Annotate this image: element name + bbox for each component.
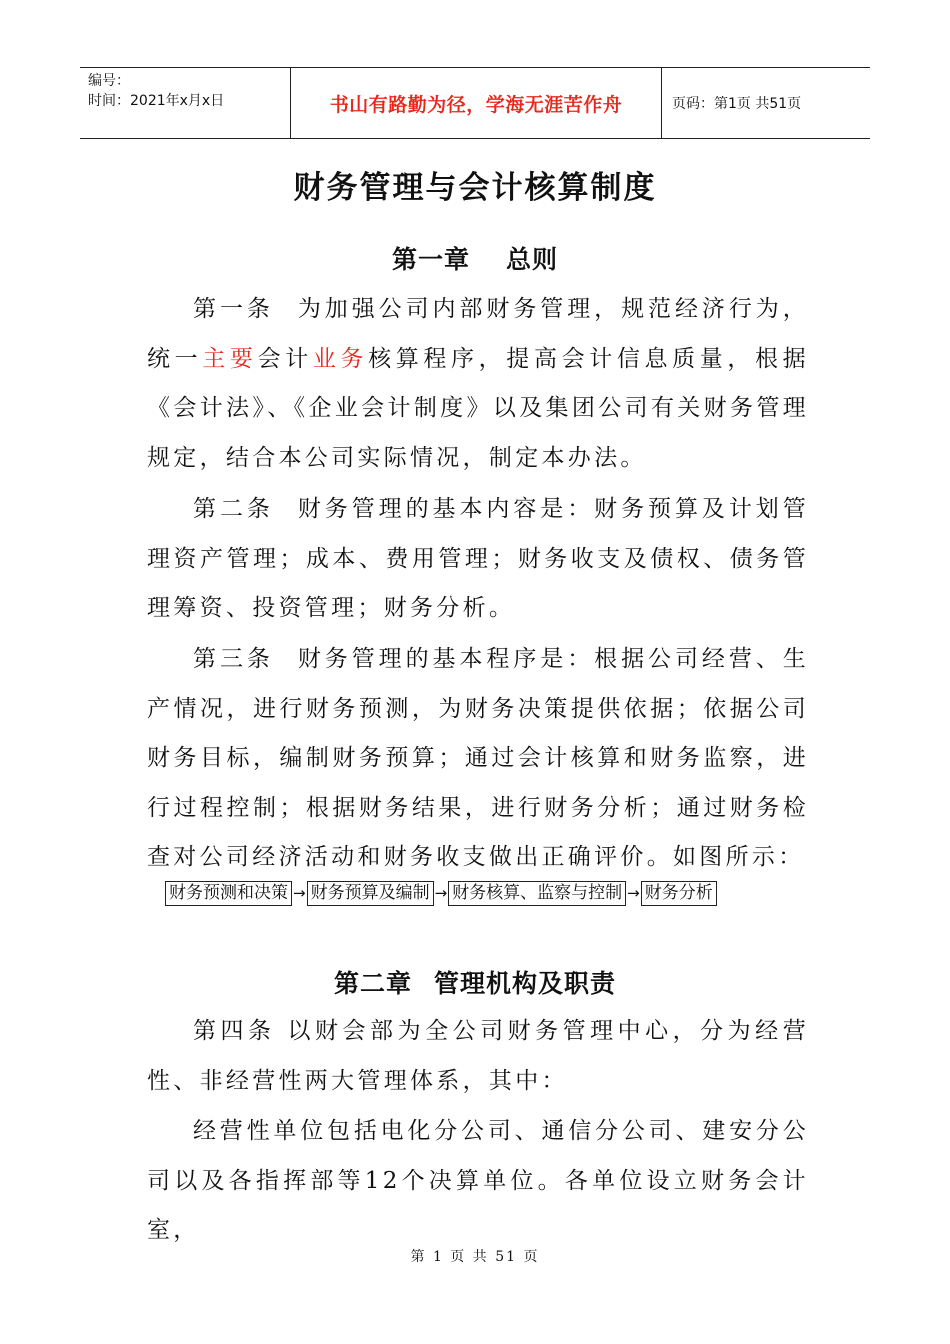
article-2-text: 财务管理的基本内容是：财务预算及计划管理资产管理；成本、费用管理；财务收支及债权、债务管理筹资、投资管理；财务分析。 <box>147 496 810 621</box>
article-1-text-b: 会计 <box>257 345 313 372</box>
article-1-text-a: 为加强公司内部财务管理，规范经济行为，统一 <box>147 296 810 372</box>
page-info: 页码：第1页 共51页 <box>672 96 802 112</box>
header-left-cell <box>80 68 290 138</box>
chapter-2-heading <box>0 964 950 1000</box>
article-1-text-c: 核算程序，提高会计信息质量，根据《会计法》、《企业会计制度》以及集团公司有关财务管理规定，结合本公司实际情况，制定本办法。 <box>147 345 809 471</box>
flow-arrow-icon: → <box>293 884 306 902</box>
process-flow <box>165 880 717 906</box>
flow-step-4: 财务分析 <box>641 881 717 906</box>
document-header <box>80 67 870 139</box>
article-2-label: 第二条 <box>193 496 274 522</box>
article-1-highlight-2: 业务 <box>312 345 369 372</box>
article-4-label: 第四条 <box>193 1018 276 1044</box>
article-2 <box>147 485 809 634</box>
flow-step-3: 财务核算、监察与控制 <box>448 881 626 906</box>
flow-step-1: 财务预测和决策 <box>165 881 292 906</box>
article-3 <box>147 635 809 883</box>
flow-arrow-icon: → <box>627 884 640 902</box>
article-3-label: 第三条 <box>193 646 274 672</box>
article-1 <box>147 285 809 483</box>
chapter-2-name: 管理机构及职责 <box>434 969 617 998</box>
chapter-1-number: 第一章 <box>391 245 470 274</box>
paragraph-operating-units-text: 经营性单位包括电化分公司、通信分公司、建安分公司以及各指挥部等12个决算单位。各单位设立财务会计室， <box>147 1118 809 1243</box>
chapter-1-name: 总则 <box>506 245 559 274</box>
document-title: 财务管理与会计核算制度 <box>293 170 657 206</box>
motto: 书山有路勤为径，学海无涯苦作舟 <box>329 93 623 116</box>
article-3-text: 财务管理的基本程序是：根据公司经营、生产情况，进行财务预测，为财务决策提供依据；依据公司财务目标，编制财务预算；通过会计核算和财务监察，进行过程控制；根据财务结果，进行财务分析；通过财务检查对公司经济活动和财务收支做出正确评价。如图所示： <box>147 646 810 870</box>
flow-arrow-icon: → <box>434 884 448 902</box>
article-1-highlight-1: 主要 <box>202 345 258 372</box>
flow-step-2: 财务预算及编制 <box>307 881 434 906</box>
article-4 <box>147 1007 809 1106</box>
article-4-text: 以财会部为全公司财务管理中心，分为经营性、非经营性两大管理体系，其中： <box>147 1018 809 1094</box>
number-label: 编号： <box>88 73 130 89</box>
article-1-label: 第一条 <box>193 296 274 322</box>
header-center-cell <box>290 68 662 138</box>
page-footer: 第 1 页 共 51 页 <box>410 1249 540 1265</box>
time-label: 时间：2021年x月x日 <box>88 93 225 109</box>
chapter-2-number: 第二章 <box>333 969 412 998</box>
paragraph-operating-units <box>147 1107 809 1256</box>
header-right-cell <box>662 68 870 138</box>
chapter-1-heading <box>0 240 950 276</box>
